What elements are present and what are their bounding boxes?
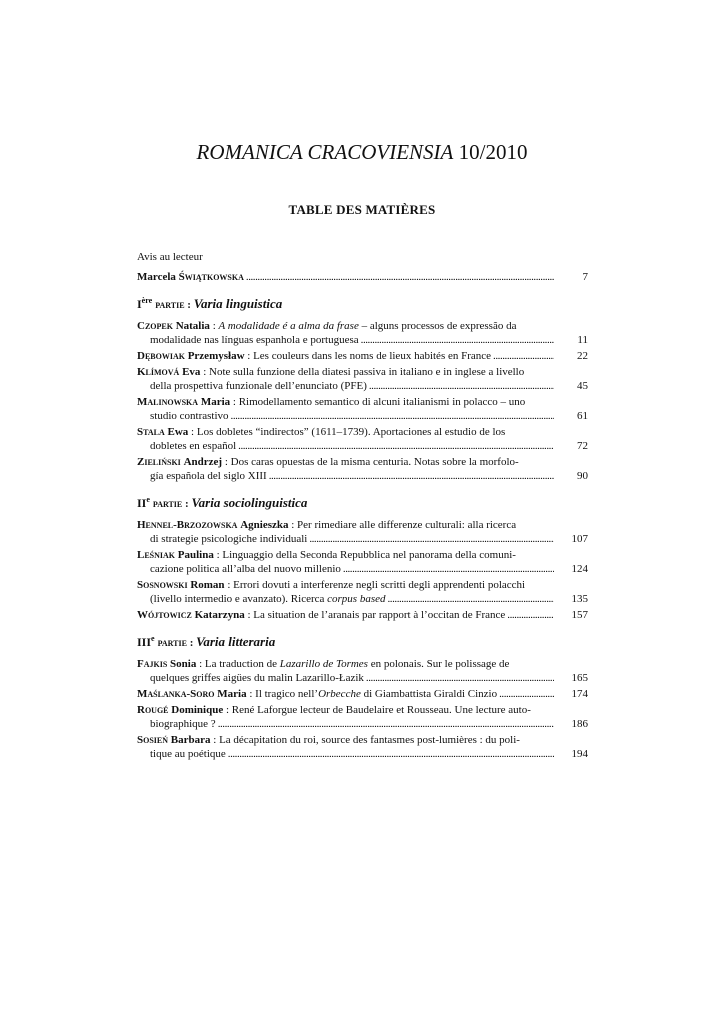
entry-title-text: : bbox=[209, 320, 219, 332]
entry-line-text: dobletes en español bbox=[150, 440, 237, 452]
entry-text bbox=[137, 703, 554, 731]
leader-dots bbox=[493, 349, 554, 363]
entry-author-first: Przemysław bbox=[187, 350, 245, 362]
entry-author-first: Sonia bbox=[170, 658, 197, 670]
toc-entry bbox=[137, 657, 588, 685]
entry-title-italic: Orbecche bbox=[318, 688, 361, 700]
table-of-contents bbox=[137, 250, 588, 763]
entry-title-text: : Los dobletes “indirectos” (1611–1739). Aportaciones al estudio de los bbox=[188, 426, 506, 438]
entry-line bbox=[137, 518, 554, 532]
entry-author-last: Sosień bbox=[137, 734, 169, 746]
toc-entry bbox=[137, 395, 588, 423]
entry-line-text bbox=[137, 518, 516, 532]
entry-line-text bbox=[137, 578, 525, 592]
part-number-suffix: e bbox=[146, 495, 150, 504]
entry-line bbox=[137, 455, 554, 469]
toc-entry bbox=[137, 349, 588, 363]
entry-title-text: : Rimodellamento semantico di alcuni italianismi in polacco – uno bbox=[230, 396, 526, 408]
leader-dots bbox=[343, 562, 554, 576]
entry-text bbox=[137, 578, 554, 606]
entry-page-number: 22 bbox=[577, 350, 588, 362]
entry-line bbox=[137, 395, 554, 409]
entry-page-number: 157 bbox=[571, 609, 588, 621]
entry-line-text bbox=[137, 365, 524, 379]
entry-author-first: Paulina bbox=[177, 549, 214, 561]
entry-line-text: modalidade nas línguas espanhola e portuguesa bbox=[150, 334, 359, 346]
entry-title-text: : Dos caras opuestas de la misma centuria. Notas sobre la morfolo- bbox=[222, 456, 519, 468]
part-word: partie bbox=[152, 498, 183, 510]
entry-author-last: Leśniak bbox=[137, 549, 176, 561]
entry-page-number: 165 bbox=[571, 672, 588, 684]
entry-title-italic: Lazarillo de Tormes bbox=[279, 658, 368, 670]
journal-issue: 10/2010 bbox=[458, 140, 528, 164]
entry-author-last: Rougé bbox=[137, 704, 169, 716]
entry-author-first: Natalia bbox=[175, 320, 210, 332]
entry-line-text bbox=[137, 319, 516, 333]
entry-author-last: Stala bbox=[137, 426, 165, 438]
entry-line-continued bbox=[137, 532, 554, 546]
entry-page-number: 124 bbox=[571, 563, 588, 575]
entry-line-text bbox=[137, 608, 505, 622]
entry-author-last: Zieliński bbox=[137, 456, 181, 468]
leader-dots bbox=[507, 608, 554, 622]
toc-entry bbox=[137, 365, 588, 393]
entry-page-number: 61 bbox=[577, 410, 588, 422]
entry-line-continued bbox=[137, 562, 554, 576]
entry-line-text: della prospettiva funzionale dell’enunciato (PFE) bbox=[150, 380, 367, 392]
entry-title-text: : Note sulla funzione della diatesi passiva in italiano e in inglese a livello bbox=[200, 366, 525, 378]
entry-line-text: tique au poétique bbox=[150, 748, 226, 760]
entry-line-continued bbox=[137, 333, 554, 347]
entry-text bbox=[137, 733, 554, 761]
entry-line-text: studio contrastivo bbox=[150, 410, 229, 422]
entry-page-number: 72 bbox=[577, 440, 588, 452]
entry-title-text: : Les couleurs dans les noms de lieux habités en France bbox=[244, 350, 492, 362]
part-colon: : bbox=[186, 637, 197, 649]
leader-dots bbox=[218, 717, 554, 731]
entry-line-text: gía española del siglo XIII bbox=[150, 470, 267, 482]
entry-line-text: cazione politica all’alba del nuovo millenio bbox=[150, 563, 341, 575]
entry-line bbox=[137, 657, 554, 671]
entry-page-number: 107 bbox=[571, 533, 588, 545]
entry-text bbox=[137, 548, 554, 576]
toc-entry-intro bbox=[137, 270, 588, 284]
entry-line-text bbox=[150, 592, 386, 606]
entry-line-text bbox=[137, 425, 505, 439]
entry-author-first: Barbara bbox=[170, 734, 211, 746]
entry-page-number: 11 bbox=[577, 334, 588, 346]
entry-title-text: en polonais. Sur le polissage de bbox=[367, 658, 510, 670]
leader-dots bbox=[388, 592, 555, 606]
part-colon: : bbox=[182, 498, 192, 510]
toc-entry bbox=[137, 548, 588, 576]
entry-line-text bbox=[137, 349, 491, 363]
parts-container bbox=[137, 293, 588, 761]
leader-dots bbox=[309, 532, 554, 546]
entry-page-number: 7 bbox=[582, 271, 588, 283]
toc-entry bbox=[137, 608, 588, 622]
entry-author-first: Maria bbox=[217, 688, 247, 700]
entry-author-last: Hennel-Brzozowska bbox=[137, 519, 238, 531]
entry-text bbox=[137, 425, 554, 453]
entry-author-first: Katarzyna bbox=[194, 609, 245, 621]
entry-line bbox=[137, 733, 554, 747]
entry-author-first: Roman bbox=[190, 579, 225, 591]
part-heading-1 bbox=[137, 293, 588, 313]
entry-text bbox=[137, 608, 554, 622]
entry-title-text: di Giambattista Giraldi Cinzio bbox=[360, 688, 498, 700]
journal-name: ROMANICA CRACOVIENSIA bbox=[196, 140, 454, 164]
entry-page-number: 194 bbox=[571, 748, 588, 760]
part-title: Varia sociolinguistica bbox=[191, 495, 308, 510]
entry-title-text: : La décapitation du roi, source des fantasmes post-lumières : du poli- bbox=[210, 734, 520, 746]
entry-line-text bbox=[137, 548, 516, 562]
leader-dots bbox=[231, 409, 554, 423]
toc-entry bbox=[137, 518, 588, 546]
entry-title-text: : Linguaggio della Seconda Repubblica nel panorama della comuni- bbox=[213, 549, 516, 561]
toc-entry bbox=[137, 425, 588, 453]
entry-author-first: Agnieszka bbox=[240, 519, 289, 531]
entry-text bbox=[137, 319, 554, 347]
entry-line bbox=[137, 349, 554, 363]
entry-title-text: (livello intermedio e avanzato). Ricerca bbox=[150, 593, 328, 605]
entry-line-continued bbox=[137, 717, 554, 731]
leader-dots bbox=[361, 333, 554, 347]
part-colon: : bbox=[184, 299, 194, 311]
leader-dots bbox=[238, 439, 554, 453]
leader-dots bbox=[269, 469, 554, 483]
part-number: Ière bbox=[137, 296, 153, 311]
entry-line bbox=[137, 548, 554, 562]
entry-title-text: : Errori dovuti a interferenze negli scritti degli apprendenti polacchi bbox=[224, 579, 526, 591]
entry-title-text: : Per rimediare alle differenze culturali: alla ricerca bbox=[288, 519, 517, 531]
entry-line-continued bbox=[137, 439, 554, 453]
part-number: IIe bbox=[137, 495, 150, 510]
entry-author-first: Ewa bbox=[167, 426, 189, 438]
entry-line-text: biographique ? bbox=[150, 718, 216, 730]
entry-author-first: Marcela bbox=[137, 271, 176, 283]
intro-label: Avis au lecteur bbox=[137, 251, 203, 263]
part-word: partie bbox=[157, 637, 187, 649]
entry-text bbox=[137, 455, 554, 483]
entry-page-number: 45 bbox=[577, 380, 588, 392]
part-number-suffix: ère bbox=[141, 296, 153, 305]
toc-entry bbox=[137, 578, 588, 606]
entry-author-last: Klímová bbox=[137, 366, 180, 378]
entry-line bbox=[137, 608, 554, 622]
part-number-suffix: e bbox=[151, 634, 155, 643]
entry-line-text: quelques griffes aigües du malin Lazarillo-Łazik bbox=[150, 672, 364, 684]
entry-author-last: Dębowiak bbox=[137, 350, 185, 362]
entry-page-number: 90 bbox=[577, 470, 588, 482]
part-heading-2 bbox=[137, 492, 588, 512]
entry-line-continued bbox=[137, 592, 554, 606]
entry-line-continued bbox=[137, 671, 554, 685]
part-heading-3 bbox=[137, 631, 588, 651]
entry-author-first: Maria bbox=[200, 396, 231, 408]
entry-line-continued bbox=[137, 747, 554, 761]
entry-line-text bbox=[137, 733, 520, 747]
toc-entry bbox=[137, 703, 588, 731]
entry-author-last: Świątkowska bbox=[178, 271, 244, 283]
entry-title-text: : René Laforgue lecteur de Baudelaire et Rousseau. Une lecture auto- bbox=[223, 704, 531, 716]
entry-author-first: Eva bbox=[182, 366, 201, 378]
toc-entry bbox=[137, 687, 588, 701]
journal-title bbox=[0, 139, 724, 165]
entry-author-last: Maślanka-Soro bbox=[137, 688, 215, 700]
entry-line bbox=[137, 703, 554, 717]
entry-line-text bbox=[137, 687, 497, 701]
entry-line-continued bbox=[137, 409, 554, 423]
entry-title-italic: corpus based bbox=[327, 593, 386, 605]
entry-line bbox=[137, 578, 554, 592]
entry-author-last: Sosnowski bbox=[137, 579, 188, 591]
entry-line-text bbox=[137, 455, 519, 469]
entry-text bbox=[137, 349, 554, 363]
leader-dots bbox=[246, 270, 554, 284]
part-title: Varia litteraria bbox=[196, 634, 276, 649]
entry-page-number: 174 bbox=[571, 688, 588, 700]
entry-text bbox=[137, 687, 554, 701]
entry-line bbox=[137, 319, 554, 333]
entry-author-last: Fajkis bbox=[137, 658, 168, 670]
part-title: Varia linguistica bbox=[193, 296, 283, 311]
entry-title-text: : La traduction de bbox=[196, 658, 280, 670]
entry-line bbox=[137, 425, 554, 439]
part-word: partie bbox=[155, 299, 185, 311]
part-number: IIIe bbox=[137, 634, 155, 649]
entry-line-text bbox=[137, 657, 509, 671]
entry-page-number: 186 bbox=[571, 718, 588, 730]
entry-line-text bbox=[137, 395, 525, 409]
entry-text bbox=[137, 518, 554, 546]
entry-author-first: Dominique bbox=[171, 704, 224, 716]
entry-title-text: : Il tragico nell’ bbox=[246, 688, 319, 700]
entry-text bbox=[137, 657, 554, 685]
leader-dots bbox=[366, 671, 554, 685]
entry-title-text: – alguns processos de expressão da bbox=[358, 320, 517, 332]
entry-line-text: di strategie psicologiche individuali bbox=[150, 533, 308, 545]
entry-line bbox=[137, 687, 554, 701]
leader-dots bbox=[228, 747, 554, 761]
entry-author-first: Andrzej bbox=[183, 456, 223, 468]
toc-heading: TABLE DES MATIÈRES bbox=[288, 202, 436, 217]
entry-line-continued bbox=[137, 379, 554, 393]
leader-dots bbox=[499, 687, 554, 701]
entry-line-continued bbox=[137, 469, 554, 483]
entry-text bbox=[137, 395, 554, 423]
entry-title-italic: A modalidade é a alma da frase bbox=[218, 320, 359, 332]
entry-line bbox=[137, 365, 554, 379]
entry-page-number: 135 bbox=[571, 593, 588, 605]
entry-author-last: Malinowska bbox=[137, 396, 199, 408]
toc-entry bbox=[137, 733, 588, 761]
toc-entry bbox=[137, 455, 588, 483]
entry-author-last: Czopek bbox=[137, 320, 173, 332]
entry-text bbox=[137, 365, 554, 393]
leader-dots bbox=[369, 379, 554, 393]
entry-title-text: : La situation de l’aranais par rapport à l’occitan de France bbox=[244, 609, 506, 621]
toc-entry bbox=[137, 319, 588, 347]
entry-line-text bbox=[137, 703, 531, 717]
entry-author-last: Wójtowicz bbox=[137, 609, 192, 621]
